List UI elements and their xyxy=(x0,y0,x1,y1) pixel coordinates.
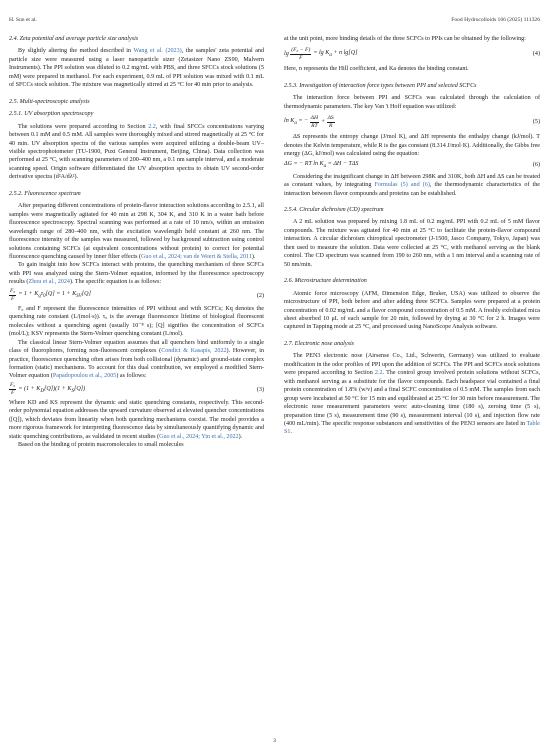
left-column xyxy=(9,35,264,450)
section-heading-2-7: 2.7. Electronic nose analysis xyxy=(284,340,355,347)
page-number: 3 xyxy=(273,738,276,744)
paragraph: Atomic force microscopy (AFM, Dimension Edge, Bruker, USA) was utilized to observe the microstructure of PPI, both before and after adding three SCFCs. Samples were prepared at a protein concentration of 0.02 mg/mL and a flavor compound concentration of 0.5 mM. A freshly exfoliated mica sheet absorbed 10 μL of each sample for 20 min, followed by drying at 30 °C for 2 h. Images were captured in Tapping mode at 25 °C, and processed using NanoScope Analysis software. xyxy=(284,290,540,331)
table-link[interactable]: Table S1 xyxy=(284,420,540,436)
text: Where KD and KS represent the dynamic and static quenching constants, respectively. This second-order polynomial equation addresses the upward curvature observed at elevated quencher concentrations ([Q]), which deviates from linearity when both quenching mechanisms coexist. The model provides a more rigorous framework for interpreting fluorescence data by simultaneously quantifying dynamic and static quenching contributions, as validated in recent studies ( xyxy=(9,399,264,440)
text: ). xyxy=(251,253,256,260)
equation-body: $\ln K_a$ = − xyxy=(284,117,310,127)
section-link[interactable]: 2.2 xyxy=(374,370,383,377)
header-journal: Food Hydrocolloids 166 (2025) 111326 xyxy=(451,17,540,23)
equation-body: = $(1 + K_D[Q])(1 + K_S[Q])$ xyxy=(18,385,86,394)
equation-body: = $1 + K_q\tau_0[Q] = 1 + K_{SV}[Q]$ xyxy=(18,291,91,300)
text: By slightly altering the method described in xyxy=(18,48,134,55)
text: . xyxy=(290,429,292,436)
equation-number: (6) xyxy=(532,162,540,169)
paragraph xyxy=(9,261,264,286)
section-heading-2-5-1: 2.5.1. UV absorption spectroscopy xyxy=(9,111,94,118)
text: ). xyxy=(238,433,243,440)
equation-4 xyxy=(284,43,540,65)
text: , with final SFCCs concentrations varying between 0.1 mM and 0.5 mM. All samples were thoroughly mixed and stirred magnetically at 25 °C for 40 min. UV absorption spectra of the various samples were acquired utilizing a double-beam UV–visible spectrophotometer (TU-1900, Puxi General Instrument, Beijing, China). Data collection was performed at 25 °C, with scanning parameters of 200–400 nm, a 0.1 nm sample interval, and a moderate scanning speed. Origin software differentiated the UV absorption spectra to obtain UV second-order derivative spectra (d²A/dλ²). xyxy=(9,123,265,181)
text: , the thermodynamic characteristics of the interaction between flavor compounds and proteins can be established. xyxy=(284,182,540,197)
paragraph xyxy=(9,339,264,381)
equation-6 xyxy=(284,159,540,173)
text: , the samples' zeta potential and particle size were measured using a laser nanoparticle sizer (Zetasizer Nano ZS90, Malvern Instruments). The PPI solution was diluted to 0.2 mg/mL with PBS, and three SFCCs stock solutions (5 mM) were prepared in methanol. For each experiment, 0.9 mL of PPI solution was mixed with 0.1 mL of SFCCs stock solution. The mixture was magnetically stirred at 25 °C for 40 min prior to analysis. xyxy=(9,48,264,89)
fraction: $\frac{\text{F₀}}{F}$ xyxy=(10,288,16,303)
fraction: $\frac{\text{F₀}}{F}$ xyxy=(10,382,16,397)
paragraph xyxy=(9,202,264,261)
header-authors: H. Sun et al. xyxy=(9,17,37,23)
citation-link[interactable]: Guo et al., 2024; van de Weert & Stella, 2011 xyxy=(141,253,252,260)
equation-2 xyxy=(9,287,264,305)
paragraph xyxy=(9,123,264,182)
paragraph: Based on the binding of protein macromolecules to small molecules xyxy=(18,442,184,449)
equation-body: + xyxy=(321,119,327,126)
equation-number: (4) xyxy=(532,51,540,58)
text: The classical linear Stern-Volmer equation assumes that all quenchers bind uniformly to a single class of fluorophores, forming non-fluorescent complexes ( xyxy=(9,339,264,355)
section-heading-2-5-2: 2.5.2. Fluorescence spectrum xyxy=(9,190,81,197)
paragraph: ΔS represents the entropy change (J/mol K), and ΔH represents the enthalpy change (kJ/mol). T denotes the Kelvin temperature, while R is the gas constant (8.314 J/mol·K). Additionally, the Gibbs free energy (ΔG, kJ/mol) was calculated using the equation: xyxy=(284,134,540,158)
paragraph: F₀ and F represent the fluorescence intensities of PPI without and with SCFCs; Kq denotes the quenching rate constant (L/(mol·s)). τ₀ is the average fluorescence lifetime of biological fluorescent molecules without a quenching agent (usually 10⁻⁸ s); [Q] signifies the concentration of SCFCs (mol/L); KSV represents the Stern-Volmer quenching constant (L/mol). xyxy=(9,305,264,338)
equation-number: (5) xyxy=(532,119,540,126)
section-heading-2-5-4: 2.5.4. Circular dichroism (CD) spectrum xyxy=(284,206,384,213)
paragraph: The interaction force between PPI and SCFCs was calculated through the calculation of thermodynamic parameters. The key Van 't Hoff equation was utilized: xyxy=(284,95,540,110)
text: ). However, in practice, fluorescence quenching often arises from both collisional (dynamic) and ground-state complex formation (static) mechanisms. To account for this dual contribution, we employed a modified Stern-Volmer equation ( xyxy=(9,348,264,380)
formula-link[interactable]: Formulas (5) and (6) xyxy=(374,182,430,189)
citation-link[interactable]: Wang et al. (2023) xyxy=(133,48,182,55)
section-heading-2-6: 2.6. Microstructure determination xyxy=(284,278,367,285)
equation-5 xyxy=(284,111,540,133)
fraction: $\frac{\Delta S}{R}$ xyxy=(327,114,334,129)
text: The solutions were prepared according to Section xyxy=(18,123,149,130)
text: Considering the insignificant change in ΔH between 298K and 310K, both ΔH and ΔS can be treated as constant values, by integrating xyxy=(284,173,540,189)
section-heading-2-4: 2.4. Zeta potential and average particle size analysis xyxy=(9,36,139,42)
citation-link[interactable]: Guo et al., 2024; Yin et al., 2022 xyxy=(159,433,239,440)
text: ) as follows: xyxy=(116,373,147,380)
paragraph xyxy=(284,173,540,198)
section-link[interactable]: 2.2 xyxy=(148,123,156,130)
running-header xyxy=(9,17,540,26)
text: After preparing different concentrations of protein-flavor interaction solutions according to 2.5.1, all samples were magnetically agitated for 40 min at 298 K, 304 K, and 310 K in a water bath before fluorescence spectroscopy. Spectral scanning was performed at a rate of 10 nm/s, within an emission wavelength range of 280–400 nm, with the excitation wavelength held constant at 260 nm. The fluorescence intensity of the samples was measured, followed by background subtraction using control solutions containing SCFCs (at equivalent concentrations without protein) to correct for potential fluorescence quenching caused by inner filter effects ( xyxy=(9,203,264,260)
text: The PEN3 electronic nose (Airsense Co., Ltd., Schwerin, Germany) was utilized to evaluate modification in the odor profiles of PPI upon the addition of SCFCs. The PPI and SCFCs stock solutions were prepared according to Section xyxy=(284,353,540,377)
section-heading-2-5-3: 2.5.3. Investigation of interaction force types between PPI and selected SCFCs xyxy=(284,82,477,89)
text: . The control group involved protein solutions without SCFCs, with methanol serving as a substitute for the flavor compounds. Each headspace vial contained a final protein concentration of 1.8% (w/v) and a final SCFC concentration of 0.5 mM. The samples from each group were incubated at 50 °C for 15 min and equilibrated at 25 °C for 30 min before measurement. The electronic nose measurement parameters were: auto-cleaning time (180 s), zeroing time (5 s), preparation time (5 s), measurement time (90 s), measurement interval (10 s), and injection flow rate (400 mL/min). The specific response substances and sensitivities of the PEN3 sensors are listed in xyxy=(284,370,540,427)
citation-link[interactable]: Zhou et al., 2024 xyxy=(28,279,70,286)
paragraph: A 2 mL solution was prepared by mixing 1.8 mL of 0.2 mg/mL PPI with 0.2 mL of 5 mM flavor compounds. The mixture was agitated for 40 min at 25 °C to facilitate the protein-flavor compound interaction. A circular dichroism chiroptical spectrometer (J-1500, Jasco Company, Tokyo, Japan) was then used to measure the solution. Data were collected at 25 °C, with methanol serving as the blank control. The CD spectrum was scanned from 190 to 260 nm, with a 1 nm interval and a scanning rate of 50 nm/min. xyxy=(284,219,540,268)
equation-3 xyxy=(9,381,264,399)
equation-body: ΔG = − RT $\ln K_a = \Delta H - T\Delta S$ xyxy=(284,161,359,170)
fraction: $\frac{\text{(F₀ − F)}}{F}$ xyxy=(291,46,311,61)
equation-body: lg xyxy=(284,51,291,58)
equation-body: = $\lg K_a + n$ lg[Q] xyxy=(313,50,358,59)
text: ). The specific equation is as follows: xyxy=(69,279,162,286)
citation-link[interactable]: Papadopoulou et al., 2005 xyxy=(52,373,117,380)
paragraph: Here, n represents the Hill coefficient, and Ka denotes the binding constant. xyxy=(284,66,469,73)
section-heading-2-5: 2.5. Multi-spectroscopic analysis xyxy=(9,98,90,105)
citation-link[interactable]: Condict & Kasapis, 2022 xyxy=(161,348,227,355)
right-column xyxy=(284,35,540,437)
paragraph: at the unit point, more binding details of the three SCFCs to PPIs can be obtained by the following: xyxy=(284,36,526,42)
paragraph xyxy=(9,47,264,89)
fraction: $\frac{\Delta H}{RT}$ xyxy=(310,114,318,129)
text: To gain insight into how SCFCs interact with proteins, the quenching mechanism of three SCFCs with PPI was analyzed using the Stern-Volmer equation, informed by the fluorescence spectroscopy results ( xyxy=(9,262,264,286)
equation-number: (2) xyxy=(256,292,264,299)
paragraph xyxy=(284,352,540,437)
paragraph xyxy=(9,399,264,441)
equation-number: (3) xyxy=(256,386,264,393)
